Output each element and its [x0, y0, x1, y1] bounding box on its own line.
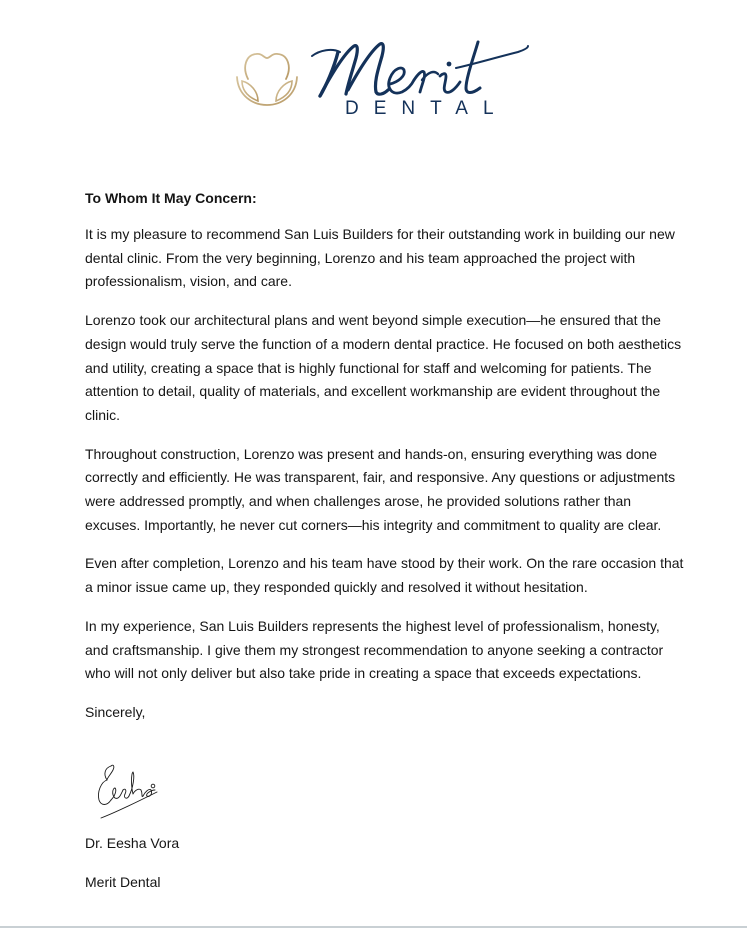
paragraph-introduction: It is my pleasure to recommend San Luis Builders for their outstanding work in building our new dental clinic. From the very beginning, Lorenzo and his team approached the project with professionalism, vision, and care. — [85, 226, 675, 290]
paragraph-design: Lorenzo took our architectural plans and went beyond simple execution—he ensured that the design would truly serve the function of a modern dental practice. He focused on both aesthetics and utility, creating a space that is highly functional for staff and welcoming for patients. The attention to detail, quality of materials, and excellent workmanship are evident throughout the clinic. — [85, 312, 682, 423]
letter-body — [85, 188, 685, 725]
closing: Sincerely, — [85, 703, 146, 720]
signer-organization: Merit Dental — [85, 874, 161, 890]
merit-dental-logo — [232, 34, 532, 126]
merit-script-wordmark — [310, 34, 530, 106]
signer-name: Dr. Eesha Vora — [85, 835, 180, 851]
dental-wordmark: DENTAL — [345, 98, 509, 119]
paragraph-recommendation: In my experience, San Luis Builders represents the highest level of professionalism, honesty, and craftsmanship. I give them my strongest recommendation to anyone seeking a contractor who will not only deliver but also take pride in creating a space that exceeds expectations. — [85, 617, 664, 682]
salutation: To Whom It May Concern: — [85, 190, 257, 206]
tooth-leaf-icon — [234, 49, 300, 107]
handwritten-signature — [95, 760, 165, 822]
paragraph-after-completion: Even after completion, Lorenzo and his team have stood by their work. On the rare occasion that a minor issue came up, they responded quickly and resolved it without hesitation. — [85, 555, 684, 596]
paragraph-construction: Throughout construction, Lorenzo was present and hands-on, ensuring everything was done correctly and efficiently. He was transparent, fair, and responsive. Any questions or adjustments were addressed promptly, and when challenges arose, he provided solutions rather than excuses. Importantly, he never cut corners—his integrity and commitment to quality are clear. — [85, 445, 676, 533]
